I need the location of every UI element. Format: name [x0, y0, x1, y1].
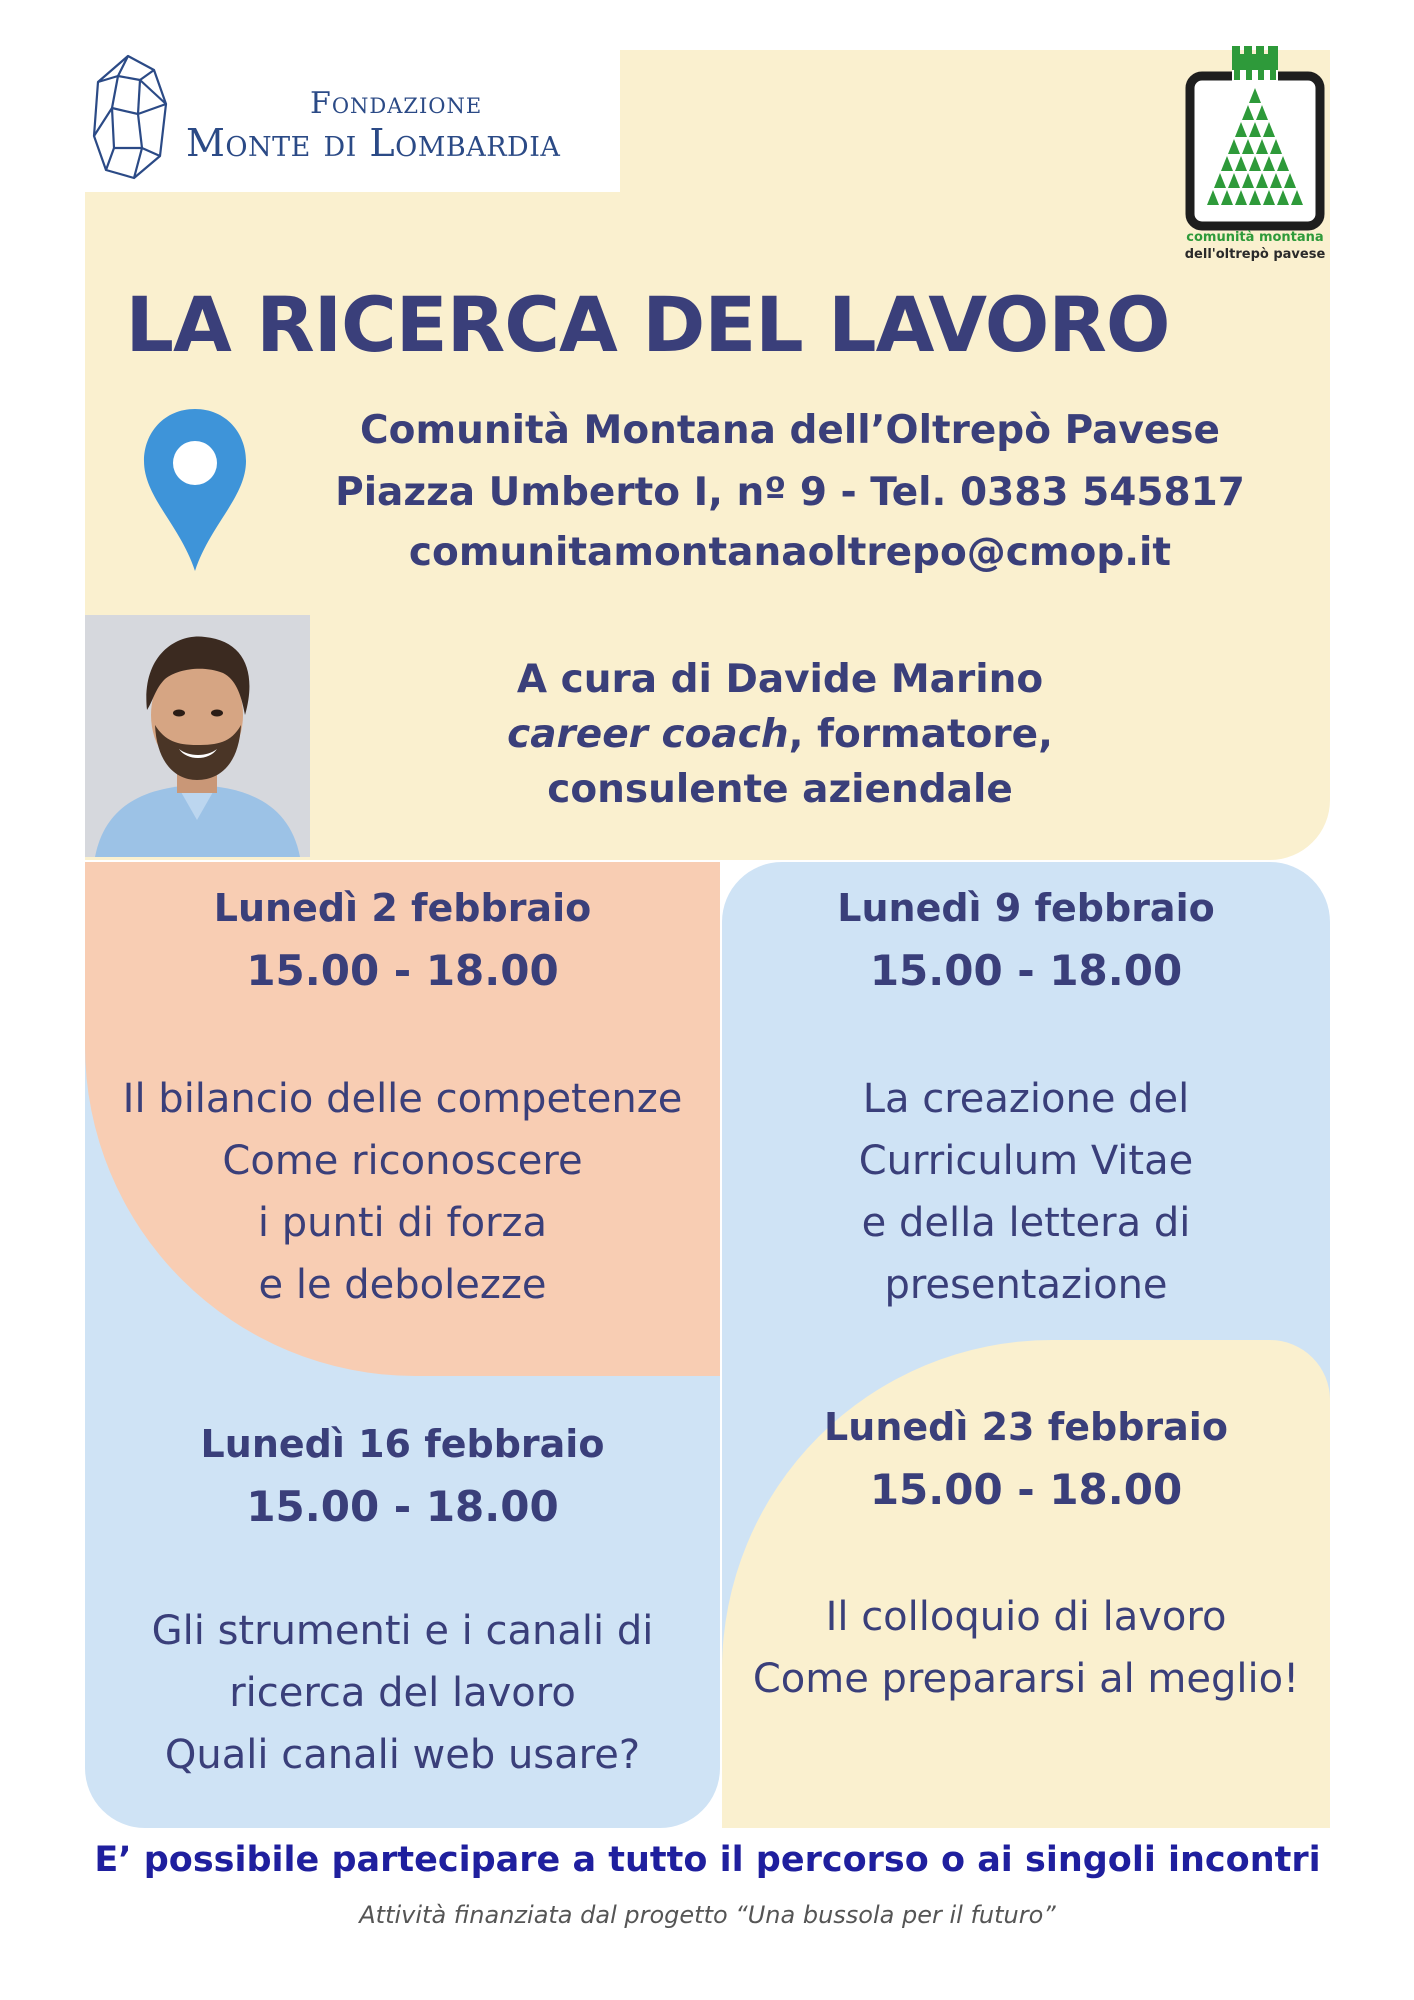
- comunita-logo-line2: dell'oltrepò pavese: [1184, 247, 1326, 262]
- session-3-topic-line: ricerca del lavoro: [229, 1670, 576, 1716]
- session-4-day: Lunedì 23 febbraio: [824, 1405, 1228, 1449]
- session-1-topic-line: Come riconoscere: [222, 1138, 583, 1184]
- curator-name: A cura di Davide Marino: [516, 657, 1044, 702]
- session-2-time: 15.00 - 18.00: [869, 946, 1183, 995]
- session-2-topic-line: e della lettera di: [861, 1200, 1191, 1246]
- venue-email[interactable]: comunitamontanaoltrepo@cmop.it: [408, 530, 1172, 575]
- session-2-topic-line: La creazione del: [862, 1076, 1190, 1122]
- location-pin-icon: [140, 405, 250, 575]
- session-1-day: Lunedì 2 febbraio: [213, 886, 592, 930]
- header-background-fill: [620, 50, 1180, 210]
- comunita-logo-line1: comunità montana: [1186, 230, 1324, 245]
- participation-note: E’ possibile partecipare a tutto il percorso o ai singoli incontri: [94, 1840, 1321, 1880]
- session-3-topic-line: Gli strumenti e i canali di: [151, 1608, 654, 1654]
- session-1-topic-line: e le debolezze: [258, 1262, 547, 1308]
- curator-role-line2: consulente aziendale: [547, 767, 1013, 812]
- session-3-topic: [85, 1600, 720, 1786]
- session-3-topic-line: Quali canali web usare?: [164, 1732, 641, 1778]
- venue-address: Piazza Umberto I, nº 9 - Tel. 0383 545817: [335, 470, 1245, 515]
- speaker-photo: [85, 615, 310, 857]
- venue-name: Comunità Montana dell’Oltrepò Pavese: [360, 408, 1220, 453]
- session-3-time: 15.00 - 18.00: [246, 1482, 559, 1531]
- session-2-day: Lunedì 9 febbraio: [837, 886, 1215, 930]
- session-1-topic: [85, 1068, 720, 1316]
- session-2-topic: [722, 1068, 1330, 1316]
- session-4-time: 15.00 - 18.00: [869, 1465, 1183, 1514]
- session-1-time: 15.00 - 18.00: [246, 946, 559, 995]
- curator-role-italic: career coach: [507, 712, 789, 757]
- fondazione-logo-line2: Monte di Lombardia: [186, 121, 561, 165]
- funding-note: Attività finanziata dal progetto “Una bussola per il futuro”: [359, 1901, 1056, 1929]
- fondazione-logo-line1: Fondazione: [310, 86, 483, 121]
- session-2-topic-line: presentazione: [884, 1262, 1168, 1308]
- session-4-topic-line: Il colloquio di lavoro: [825, 1594, 1227, 1640]
- page-title: LA RICERCA DEL LAVORO: [125, 280, 1170, 369]
- crystal-logo-icon: [88, 52, 170, 182]
- session-4-topic-line: Come prepararsi al meglio!: [752, 1656, 1300, 1702]
- speaker-portrait-illustration: [85, 615, 310, 857]
- session-4-topic: [722, 1586, 1330, 1710]
- session-2-topic-line: Curriculum Vitae: [858, 1138, 1194, 1184]
- comunita-montana-logo-icon: [1180, 46, 1330, 231]
- session-3-day: Lunedì 16 febbraio: [200, 1422, 605, 1466]
- curator-role-rest: , formatore,: [788, 712, 1053, 757]
- session-1-topic-line: i punti di forza: [257, 1200, 548, 1246]
- session-1-topic-line: Il bilancio delle competenze: [122, 1076, 683, 1122]
- curator-role: [420, 712, 1140, 757]
